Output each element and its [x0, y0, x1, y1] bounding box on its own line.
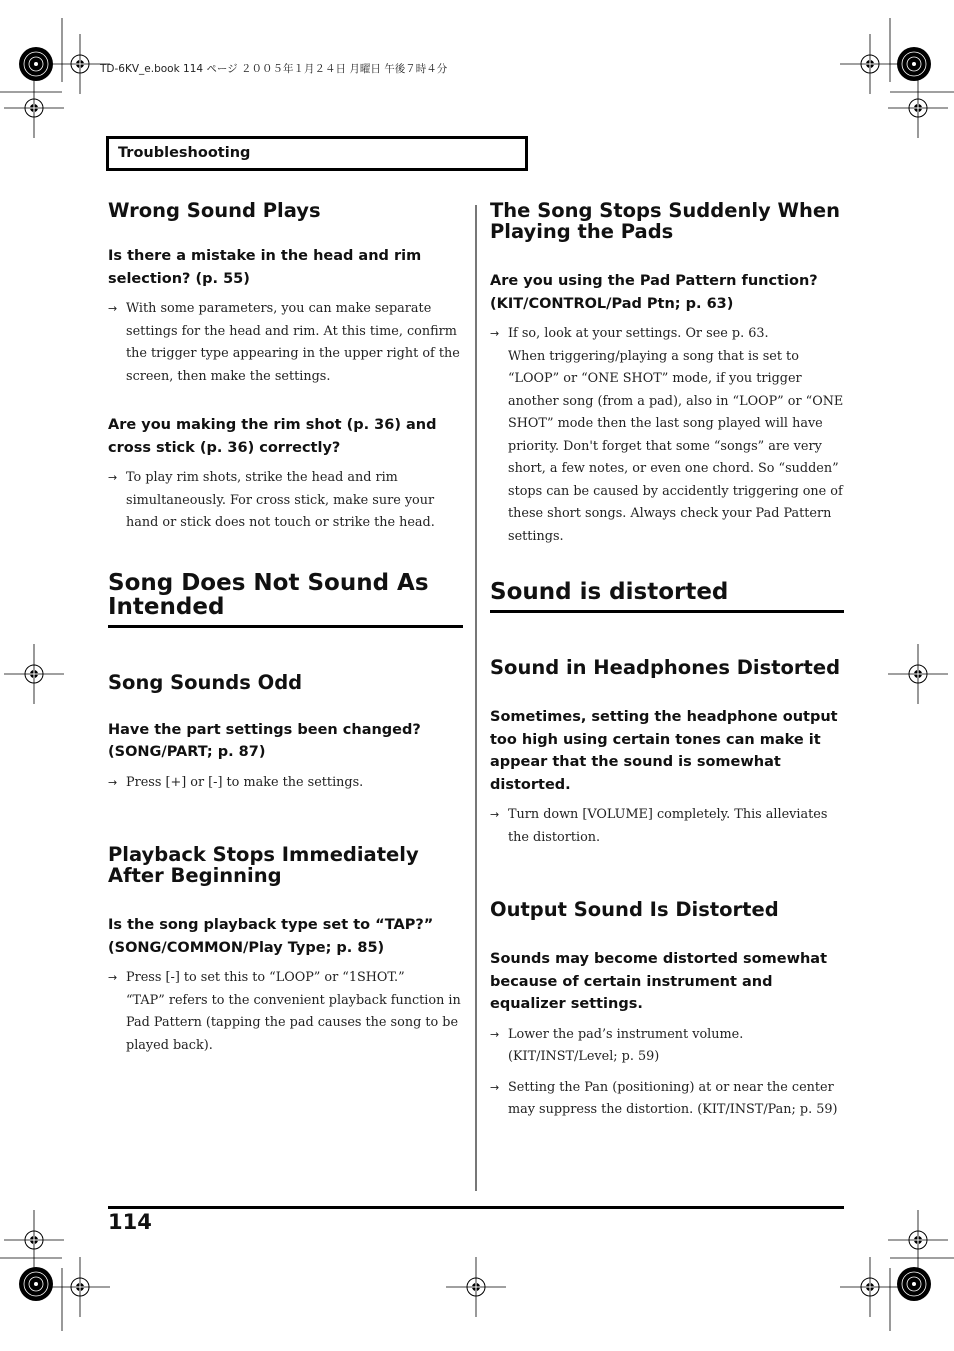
section-header [106, 136, 528, 171]
question: Is there a mistake in the head and rim selection? (p. 55) [108, 248, 422, 287]
file-info: TD-6KV_e.book 114 ページ ２００５年１月２４日 月曜日 午後７時４分 [100, 63, 448, 75]
heading-song-stops: The Song Stops Suddenly When Playing the Pads [490, 199, 841, 243]
heading-song-not-sound: Song Does Not Sound As Intended [108, 571, 463, 628]
answer [490, 323, 844, 548]
answer [108, 772, 463, 795]
heading-wrong-sound: Wrong Sound Plays [108, 199, 321, 222]
answer [108, 298, 463, 388]
answer-text-continued: “TAP” refers to the convenient playback function in Pad Pattern (tapping the pad causes the song to be played back). [126, 992, 461, 1053]
section-header-title: Troubleshooting [118, 145, 251, 161]
heading-output: Output Sound Is Distorted [490, 898, 779, 921]
arrow-icon: → [490, 808, 500, 821]
arrow-icon: → [490, 327, 500, 340]
answer-text-continued: (KIT/INST/Level; p. 59) [508, 1049, 660, 1064]
answer-text: Press [+] or [-] to make the settings. [126, 774, 364, 790]
heading-headphones: Sound in Headphones Distorted [490, 656, 841, 679]
heading-playback-stops: Playback Stops Immediately After Beginning [108, 843, 419, 887]
heading-song-odd: Song Sounds Odd [108, 670, 303, 694]
right-column [490, 196, 844, 1122]
answer [490, 804, 844, 849]
answer [490, 1077, 844, 1122]
question: Sometimes, setting the headphone output too high using certain tones can make it appear that the sound is somewhat distorted. [490, 709, 838, 793]
left-column [108, 196, 463, 1057]
question: Is the song playback type set to “TAP?” (SONG/COMMON/Play Type; p. 85) [108, 917, 434, 956]
answer-text: Setting the Pan (positioning) at or near the center may suppress the distortion. (KIT/INST/Pan; p. 59) [508, 1079, 838, 1117]
question: Are you making the rim shot (p. 36) and cross stick (p. 36) correctly? [108, 417, 437, 456]
answer-text: To play rim shots, strike the head and rim simultaneously. For cross stick, make sure your hand or stick does not touch or strike the head. [126, 470, 435, 530]
answer [108, 467, 463, 535]
arrow-icon: → [108, 302, 118, 315]
answer [108, 967, 463, 1057]
arrow-icon: → [108, 971, 118, 984]
answer-text: Turn down [VOLUME] completely. This alleviates the distortion. [508, 807, 828, 845]
answer-text: If so, look at your settings. Or see p. 63. [508, 326, 769, 341]
answer-text: With some parameters, you can make separate settings for the head and rim. At this time, confirm the trigger type appearing in the upper right of the screen, then make the settings. [126, 301, 460, 384]
page-number: 114 [108, 1210, 152, 1234]
arrow-icon: → [108, 775, 118, 789]
answer [490, 1024, 844, 1069]
arrow-icon: → [490, 1027, 500, 1041]
question: Have the part settings been changed? (SONG/PART; p. 87) [108, 721, 421, 760]
arrow-icon: → [490, 1080, 500, 1094]
answer-text: Press [-] to set this to “LOOP” or “1SHOT.” [126, 970, 405, 985]
question: Sounds may become distorted somewhat because of certain instrument and equalizer settings. [490, 951, 828, 1012]
footer-rule [108, 1206, 844, 1209]
arrow-icon: → [108, 471, 118, 484]
answer-text: Lower the pad’s instrument volume. [508, 1026, 744, 1042]
answer-text-continued: When triggering/playing a song that is set to “LOOP” or “ONE SHOT” mode, if you trigger another song (from a pad), also in “LOOP” or “ONE SHOT” mode then the last song played will have priority. Don't forget that some “songs” are very short, a few notes, or even one chord. So “sudden” stops can be caused by accidently triggering one of these short songs. Always check your Pad Pattern settings. [508, 348, 844, 544]
column-divider [475, 205, 477, 1191]
question: Are you using the Pad Pattern function? (KIT/CONTROL/Pad Ptn; p. 63) [490, 273, 818, 312]
heading-distorted: Sound is distorted [490, 580, 844, 613]
